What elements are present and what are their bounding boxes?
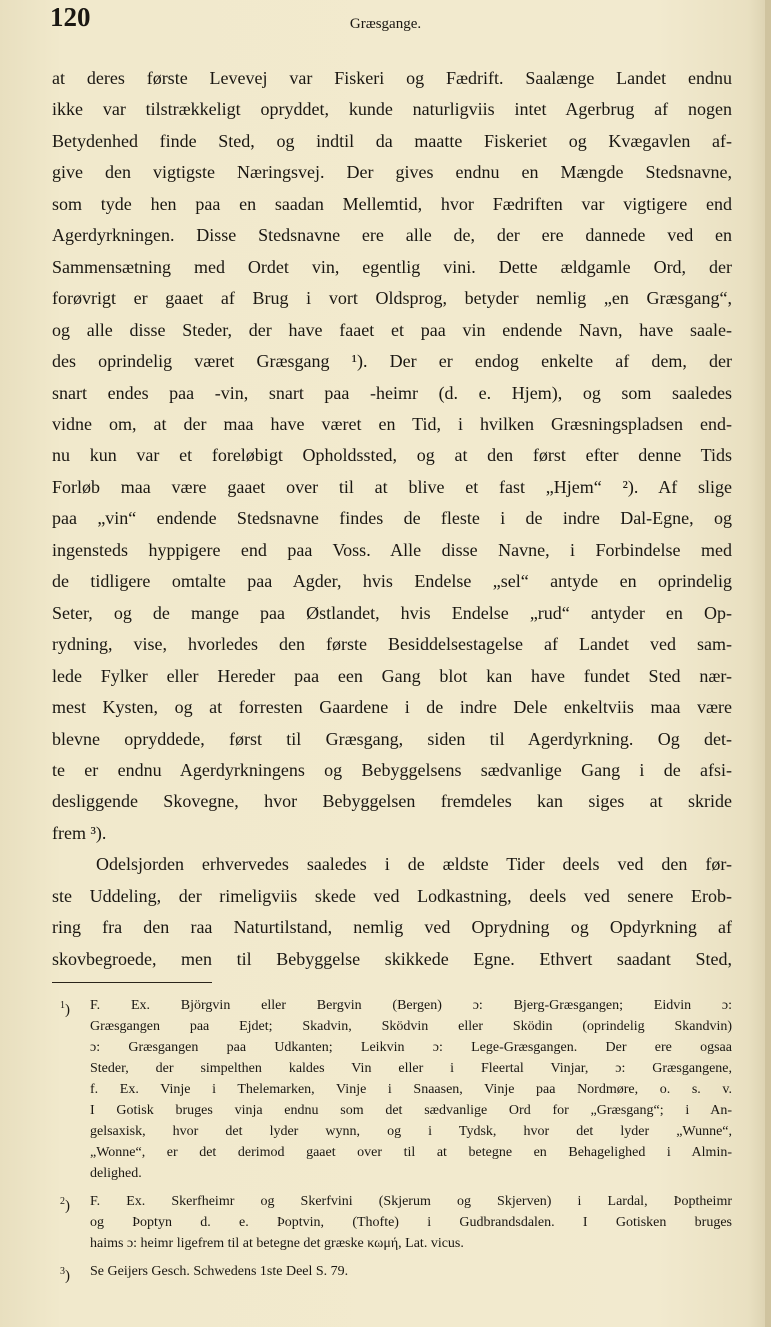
text-line: frem ³). xyxy=(52,822,107,843)
text-line: blevne opryddede, først til Græsgang, siden til Agerdyrkning. Og det- xyxy=(52,728,732,749)
text-line: paa „vin“ endende Stedsnavne findes de fleste i de indre Dal-Egne, og xyxy=(52,508,732,529)
body-text xyxy=(52,63,732,975)
footnote xyxy=(60,1191,732,1254)
footnote-marker: $^3$) xyxy=(60,1266,70,1284)
text-line: Sammensætning med Ordet vin, egentlig vini. Dette ældgamle Ord, der xyxy=(52,256,732,277)
text-line: ring fra den raa Naturtilstand, nemlig ved Oprydning og Opdyrkning af xyxy=(52,917,732,938)
text-line: som tyde hen paa en saadan Mellemtid, hvor Fædriften var vigtigere end xyxy=(52,193,732,214)
footnote-line: F. Ex. Skerfheimr og Skerfvini (Skjerum og Skjerven) i Lardal, Þoptheimr xyxy=(90,1194,732,1209)
page-edge xyxy=(765,0,771,1327)
footnote-number: 1 xyxy=(60,1000,65,1011)
footnote-line: Se Geijers Gesch. Schwedens 1ste Deel S. 79. xyxy=(90,1264,349,1279)
text-line: ste Uddeling, der rimeligviis skede ved Lodkastning, deels ved senere Erob- xyxy=(52,885,732,906)
footnote-line: I Gotisk bruges vinja endnu som det sædvanlige Ord for „Græsgang“; i An- xyxy=(90,1103,732,1118)
text-line: Betydenhed finde Sted, og indtil da maatte Fiskeriet og Kvægavlen af- xyxy=(52,130,732,151)
text-line: ingensteds hyppigere end paa Voss. Alle disse Navne, i Forbindelse med xyxy=(52,539,732,560)
text-line: desliggende Skovegne, hvor Bebyggelsen fremdeles kan siges at skride xyxy=(52,791,732,812)
text-line: forøvrigt er gaaet af Brug i vort Oldsprog, betyder nemlig „en Græsgang“, xyxy=(52,288,732,309)
text-line: Seter, og de mange paa Østlandet, hvis Endelse „rud“ antyder en Op- xyxy=(52,602,732,623)
text-line: vidne om, at der maa have været en Tid, i hvilken Græsningspladsen end- xyxy=(52,413,732,434)
footnote-line: F. Ex. Björgvin eller Bergvin (Bergen) ɔ: Bjerg-Græsgangen; Eidvin ɔ: xyxy=(90,998,732,1013)
footnote-line: Steder, der simpelthen kaldes Vin eller i Fleertal Vinjar, ɔ: Græsgangene, xyxy=(90,1061,732,1076)
footnote-line: Græsgangen paa Ejdet; Skadvin, Sködvin eller Sködin (oprindelig Skandvin) xyxy=(90,1019,732,1034)
running-title: Græsgange. xyxy=(349,16,422,32)
footnote-line: delighed. xyxy=(90,1166,142,1181)
text-line: og alle disse Steder, der have faaet et paa vin endende Navn, have saale- xyxy=(52,319,732,340)
footnote xyxy=(60,1261,732,1282)
text-line: te er endnu Agerdyrkningens og Bebyggelsens sædvanlige Gang i de afsi- xyxy=(52,759,732,780)
footnote-number: 2 xyxy=(60,1196,65,1207)
text-line: at deres første Levevej var Fiskeri og Fædrift. Saalænge Landet endnu xyxy=(52,68,732,88)
footnote-marker: $^2$) xyxy=(60,1196,70,1214)
footnote-divider xyxy=(52,982,212,983)
footnote-line: f. Ex. Vinje i Thelemarken, Vinje i Snaasen, Vinje paa Nordmøre, o. s. v. xyxy=(90,1082,732,1097)
text-line: rydning, vise, hvorledes den første Besiddelsestagelse af Landet ved sam- xyxy=(52,634,732,655)
text-line: mest Kysten, og at forresten Gaardene i de indre Dele enkeltviis maa være xyxy=(52,697,732,718)
text-line: snart endes paa -vin, snart paa -heimr (d. e. Hjem), og som saaledes xyxy=(52,382,732,403)
text-line: des oprindelig været Græsgang ¹). Der er endog enkelte af dem, der xyxy=(52,351,732,372)
text-line: nu kun var et foreløbigt Opholdssted, og at den først efter denne Tids xyxy=(52,445,732,466)
footnote-line: ɔ: Græsgangen paa Udkanten; Leikvin ɔ: Lege-Græsgangen. Der ere ogsaa xyxy=(90,1040,732,1055)
footnote-line: „Wonne“, er det derimod gaaet over til at betegne en Behagelighed i Almin- xyxy=(90,1145,732,1160)
footnote-line: og Þoptyn d. e. Þoptvin, (Thofte) i Gudbrandsdalen. I Gotisken bruges xyxy=(90,1215,732,1230)
footnote xyxy=(60,995,732,1184)
footnote-line: haims ɔ: heimr ligefrem til at betegne det græske κωμή, Lat. vicus. xyxy=(90,1236,464,1251)
text-line: Odelsjorden erhvervedes saaledes i de ældste Tider deels ved den før- xyxy=(96,854,732,875)
footnote-number: 3 xyxy=(60,1266,65,1277)
page-number: 120 xyxy=(50,2,91,32)
text-line: ikke var tilstrækkeligt opryddet, kunde naturligviis intet Agerbrug af nogen xyxy=(52,99,732,120)
footnotes xyxy=(60,995,732,1289)
text-line: Agerdyrkningen. Disse Stedsnavne ere alle de, der ere dannede ved en xyxy=(52,225,732,246)
text-line: lede Fylker eller Hereder paa een Gang blot kan have fundet Sted nær- xyxy=(52,665,732,686)
text-line: de tidligere omtalte paa Agder, hvis Endelse „sel“ antyde en oprindelig xyxy=(52,571,732,592)
text-line: skovbegroede, men til Bebyggelse skikkede Egne. Ethvert saadant Sted, xyxy=(52,948,732,969)
text-line: Forløb maa være gaaet over til at blive et fast „Hjem“ ²). Af slige xyxy=(52,476,732,497)
footnote-marker: $^1$) xyxy=(60,1000,70,1018)
footnote-line: gelsaxisk, hvor det lyder wynn, og i Tydsk, hvor det lyder „Wunne“, xyxy=(90,1124,732,1139)
text-line: give den vigtigste Næringsvej. Der gives endnu en Mængde Stedsnavne, xyxy=(52,162,732,183)
